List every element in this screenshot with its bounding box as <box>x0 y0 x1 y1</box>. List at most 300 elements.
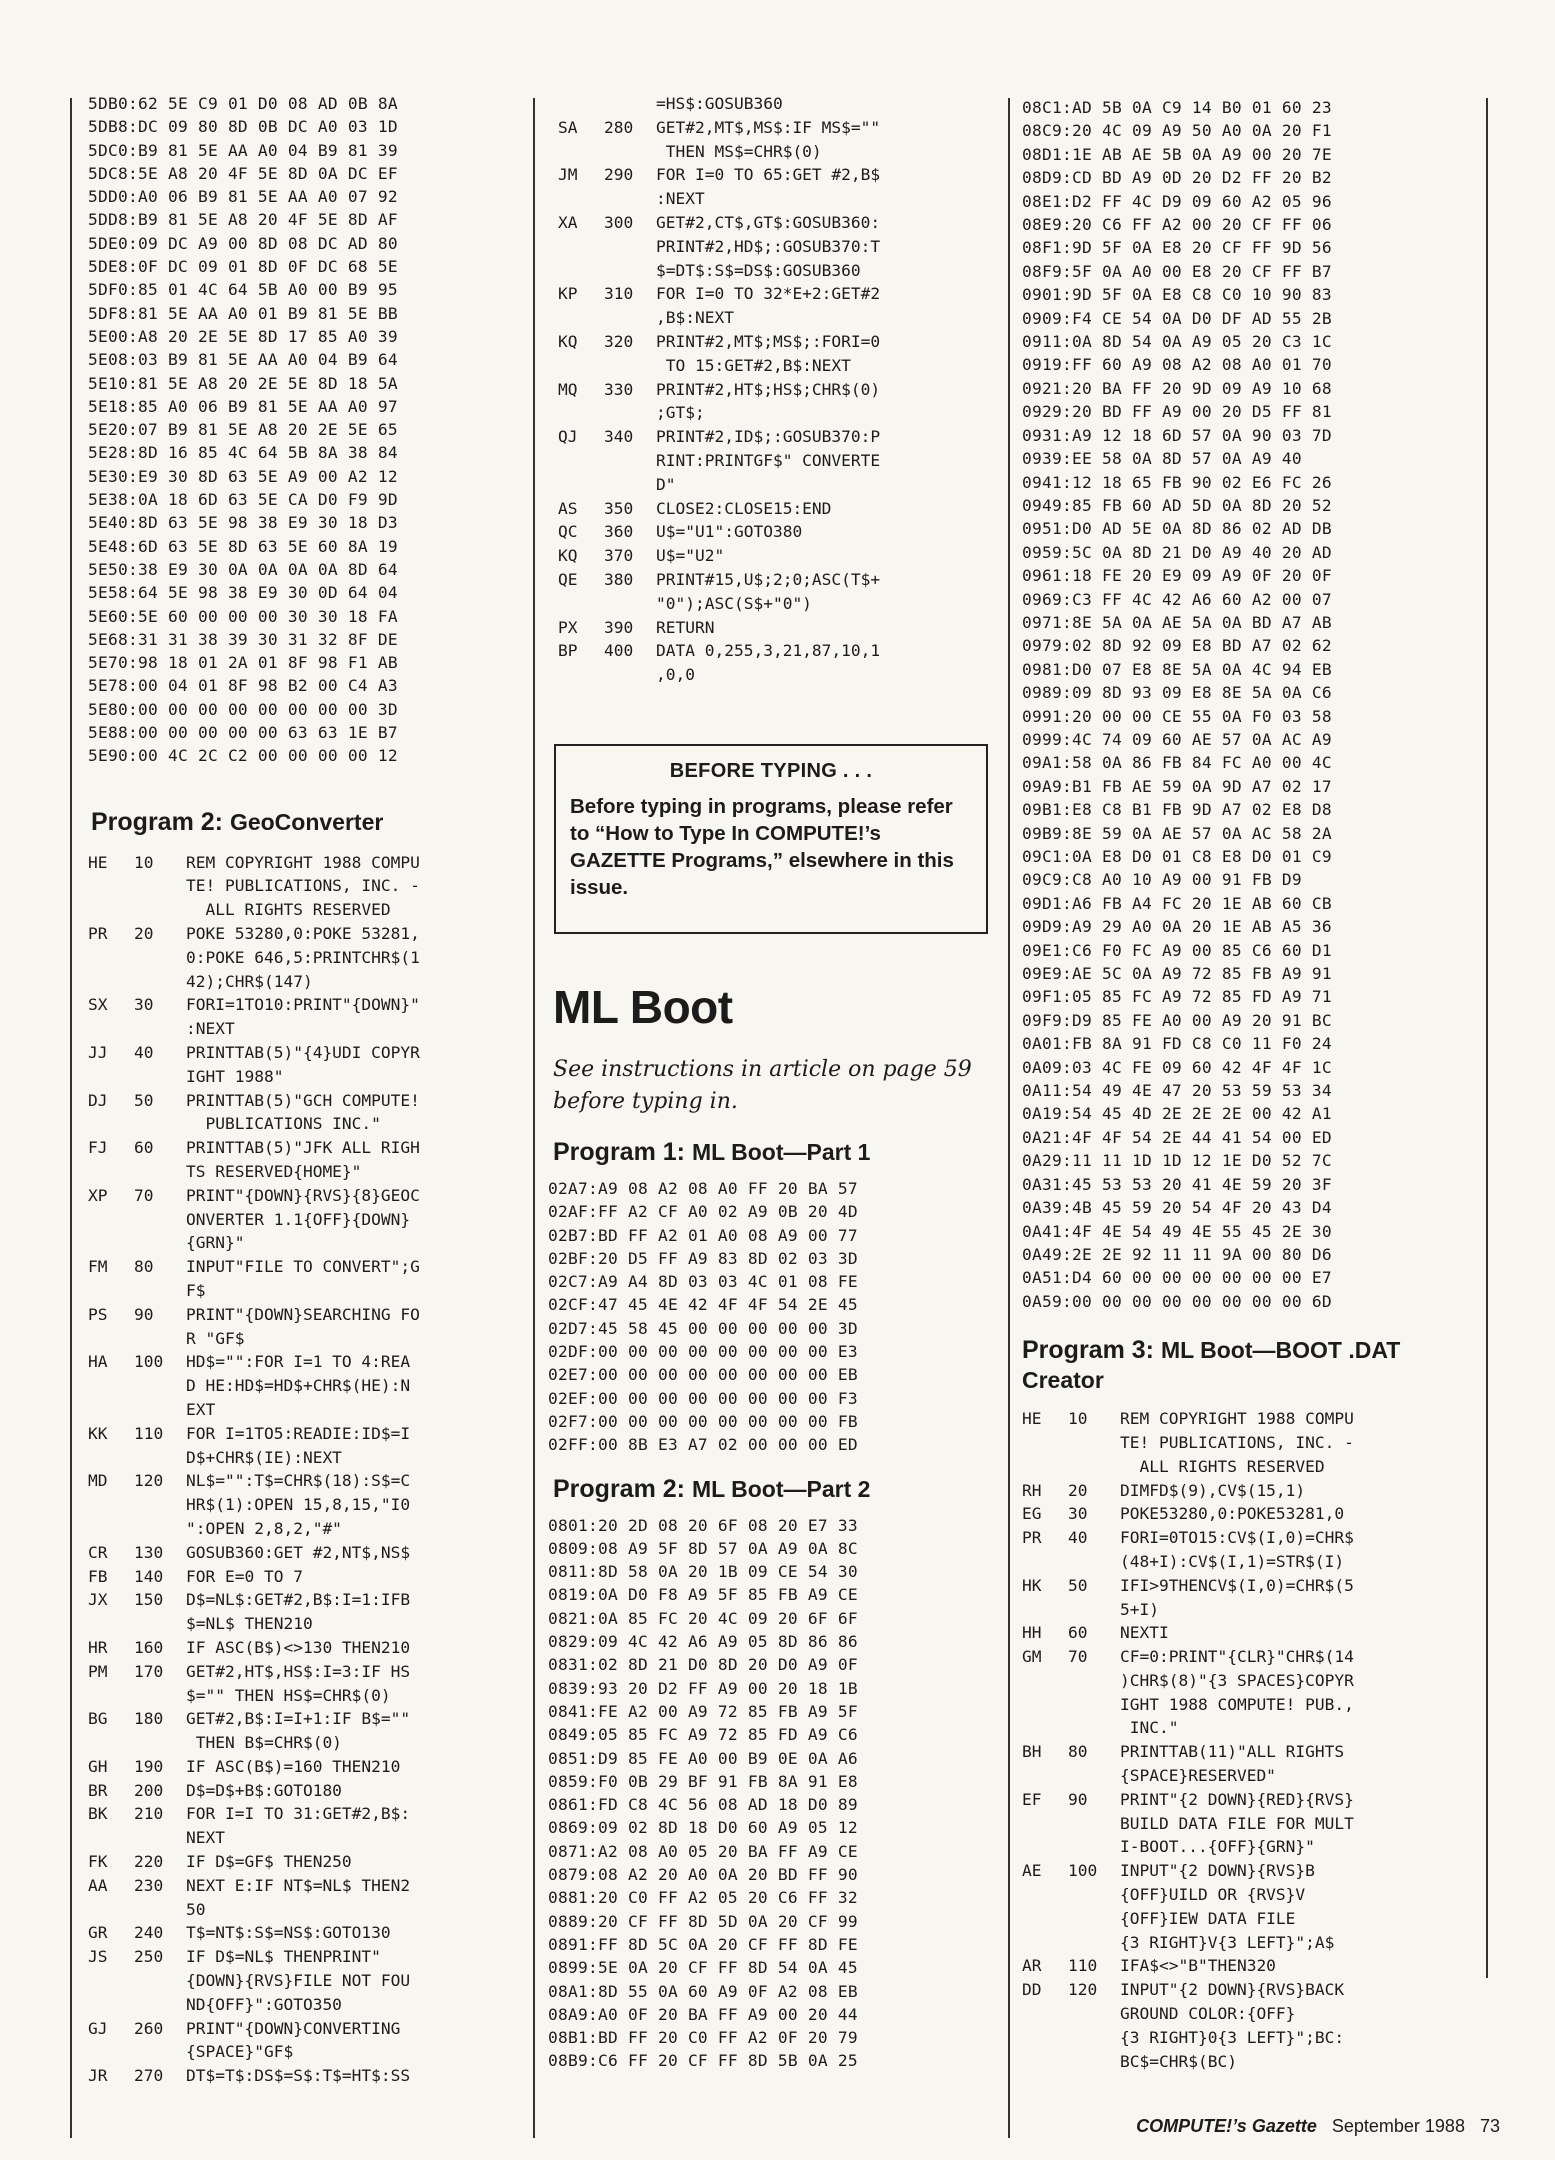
program-line <box>78 1184 528 1255</box>
article-intro: See instructions in article on page 59 before typing in. <box>553 1057 972 1114</box>
program-line <box>548 568 1003 616</box>
program-line <box>1012 1740 1482 1788</box>
column-1 <box>88 92 528 2088</box>
line-number: 90 <box>134 1304 154 1324</box>
code-text: D$=NL$:GET#2,B$:I=1:IFB $=NL$ THEN210 <box>186 1590 411 1634</box>
hex-dump-row: 0921:20 BA FF 20 9D 09 A9 10 68 <box>1022 378 1332 398</box>
hex-dump-row: 08A9:A0 0F 20 BA FF A9 00 20 44 <box>548 2004 858 2024</box>
line-number: 100 <box>134 1352 164 1372</box>
line-number: 320 <box>604 331 634 351</box>
checksum-code: FM <box>88 1257 108 1277</box>
code-text: PRINT#2,MT$;MS$;:FORI=0 TO 15:GET#2,B$:NEXT <box>656 331 881 375</box>
hex-dump-row: 08E1:D2 FF 4C D9 09 60 A2 05 96 <box>1022 191 1332 211</box>
checksum-code: BP <box>558 641 578 661</box>
program-line <box>1012 1954 1482 1978</box>
code-text: T$=NT$:S$=NS$:GOTO130 <box>186 1923 391 1943</box>
checksum-code: FJ <box>88 1138 108 1158</box>
line-number: 400 <box>604 641 634 661</box>
hex-dump-row: 0991:20 00 00 CE 55 0A F0 03 58 <box>1022 706 1332 726</box>
code-text: PRINT"{2 DOWN}{RED}{RVS} BUILD DATA FILE FOR MULT I-BOOT...{OFF}{GRN}" <box>1120 1789 1354 1857</box>
program-2-heading <box>553 1475 1001 1504</box>
program-line <box>78 2064 528 2088</box>
program-line <box>1012 1526 1482 1574</box>
code-text: INPUT"{2 DOWN}{RVS}BACK GROUND COLOR:{OFF} {3 RIGHT}0{3 LEFT}";BC: BC$=CHR$(BC) <box>1120 1980 1345 2071</box>
line-number: 120 <box>1068 1980 1098 2000</box>
checksum-code: PM <box>88 1661 108 1681</box>
hex-dump-row: 0A49:2E 2E 92 11 11 9A 00 80 D6 <box>1022 1244 1332 1264</box>
code-text: PRINT"{DOWN}{RVS}{8}GEOC ONVERTER 1.1{OFF}{DOWN} {GRN}" <box>186 1185 420 1253</box>
hex-dump-row: 0981:D0 07 E8 8E 5A 0A 4C 94 EB <box>1022 659 1332 679</box>
hex-dump-row: 08D1:1E AB AE 5B 0A A9 00 20 7E <box>1022 144 1332 164</box>
hex-dump-row: 5E20:07 B9 81 5E A8 20 2E 5E 65 <box>88 420 398 440</box>
hex-dump-row: 0A21:4F 4F 54 2E 44 41 54 00 ED <box>1022 1127 1332 1147</box>
program-line <box>548 520 1003 544</box>
hex-dump-row: 0849:05 85 FC A9 72 85 FD A9 C6 <box>548 1725 858 1745</box>
checksum-code: FB <box>88 1566 108 1586</box>
code-text: NL$="":T$=CHR$(18):S$=C HR$(1):OPEN 15,8,15,"I0 ":OPEN 2,8,2,"#" <box>186 1471 411 1538</box>
line-number: 220 <box>134 1852 164 1872</box>
hex-dump-row: 0949:85 FB 60 AD 5D 0A 8D 20 52 <box>1022 495 1332 515</box>
line-number: 230 <box>134 1875 164 1895</box>
hex-dump-row: 08F9:5F 0A A0 00 E8 20 CF FF B7 <box>1022 261 1332 281</box>
program-line <box>548 497 1003 521</box>
hex-dump-row: 0A01:FB 8A 91 FD C8 C0 11 F0 24 <box>1022 1034 1332 1054</box>
program-line <box>78 1422 528 1470</box>
checksum-code: AR <box>1022 1956 1042 1976</box>
hex-dump-row: 5E60:5E 60 00 00 00 30 30 18 FA <box>88 606 398 626</box>
checksum-code: EG <box>1022 1504 1042 1524</box>
hex-dump-row: 09F1:05 85 FC A9 72 85 FD A9 71 <box>1022 987 1332 1007</box>
checksum-code: JR <box>88 2066 108 2086</box>
program-line <box>1012 1859 1482 1954</box>
checksum-code: CR <box>88 1542 108 1562</box>
line-number: 110 <box>134 1423 164 1443</box>
line-number: 290 <box>604 165 634 185</box>
hex-dump-row: 0A51:D4 60 00 00 00 00 00 00 E7 <box>1022 1268 1332 1288</box>
code-text: IFI>9THENCV$(I,0)=CHR$(5 5+I) <box>1120 1575 1354 1619</box>
program-line <box>78 1921 528 1945</box>
line-number: 10 <box>134 852 154 872</box>
line-number: 50 <box>134 1090 154 1110</box>
hex-dump-row: 0899:5E 0A 20 CF FF 8D 54 0A 45 <box>548 1958 858 1978</box>
code-text: REM COPYRIGHT 1988 COMPU TE! PUBLICATIONS, INC. - ALL RIGHTS RESERVED <box>186 852 420 920</box>
hex-dump-row: 09E9:AE 5C 0A A9 72 85 FB A9 91 <box>1022 964 1332 984</box>
hex-dump-row: 0A41:4F 4E 54 49 4E 55 45 2E 30 <box>1022 1221 1332 1241</box>
line-number: 250 <box>134 1947 164 1967</box>
line-number: 110 <box>1068 1956 1098 1976</box>
checksum-code: AA <box>88 1875 108 1895</box>
line-number: 100 <box>1068 1861 1098 1881</box>
program-line <box>1012 1407 1482 1478</box>
hex-dump-row: 5E90:00 4C 2C C2 00 00 00 00 12 <box>88 746 398 766</box>
hex-dump-row: 0821:0A 85 FC 20 4C 09 20 6F 6F <box>548 1608 858 1628</box>
line-number: 380 <box>604 569 634 589</box>
basic-listing-continued <box>548 92 1003 687</box>
code-text: D$=D$+B$:GOTO180 <box>186 1780 342 1800</box>
program-line <box>78 1469 528 1540</box>
hex-dump-row: 0861:FD C8 4C 56 08 AD 18 D0 89 <box>548 1795 858 1815</box>
line-number: 190 <box>134 1756 164 1776</box>
code-text: DATA 0,255,3,21,87,10,1 ,0,0 <box>656 641 881 685</box>
hex-dump-row: 0839:93 20 D2 FF A9 00 20 18 1B <box>548 1678 858 1698</box>
checksum-code: PR <box>1022 1528 1042 1548</box>
hex-dump-row: 0A31:45 53 53 20 41 4E 59 20 3F <box>1022 1174 1332 1194</box>
hex-dump-row: 5E40:8D 63 5E 98 38 E9 30 18 D3 <box>88 513 398 533</box>
code-text: FORI=0TO15:CV$(I,0)=CHR$ (48+I):CV$(I,1)=STR$(I) <box>1120 1528 1354 1571</box>
program-line <box>78 1802 528 1850</box>
hex-dump-row: 0819:0A D0 F8 A9 5F 85 FB A9 CE <box>548 1585 858 1605</box>
code-text: PRINT#15,U$;2;0;ASC(T$+ "0");ASC(S$+"0") <box>656 569 881 613</box>
code-text: GET#2,MT$,MS$:IF MS$="" THEN MS$=CHR$(0) <box>656 117 881 161</box>
line-number: 170 <box>134 1661 164 1681</box>
line-number: 30 <box>134 995 154 1015</box>
hex-dump-row: 5DF0:85 01 4C 64 5B A0 00 B9 95 <box>88 280 398 300</box>
checksum-code: AE <box>1022 1861 1042 1881</box>
program-line <box>78 1874 528 1922</box>
program-line <box>1012 1645 1482 1740</box>
hex-dump-row: 0851:D9 85 FE A0 00 B9 0E 0A A6 <box>548 1748 858 1768</box>
program-title: GeoConverter <box>229 808 384 835</box>
hex-dump-row: 02E7:00 00 00 00 00 00 00 00 EB <box>548 1365 858 1385</box>
basic-listing <box>78 851 528 2088</box>
hex-dump-row: 5E48:6D 63 5E 8D 63 5E 60 8A 19 <box>88 536 398 556</box>
hex-dump-row: 0831:02 8D 21 D0 8D 20 D0 A9 0F <box>548 1655 858 1675</box>
hex-dump-row: 0801:20 2D 08 20 6F 08 20 E7 33 <box>548 1515 858 1535</box>
checksum-code: MD <box>88 1471 108 1491</box>
checksum-code: EF <box>1022 1789 1042 1809</box>
code-text: =HS$:GOSUB360 <box>656 94 783 113</box>
hex-dump-row: 08D9:CD BD A9 0D 20 D2 FF 20 B2 <box>1022 168 1332 188</box>
hex-dump-row: 0999:4C 74 09 60 AE 57 0A AC A9 <box>1022 729 1332 749</box>
program-line <box>78 2017 528 2065</box>
hex-dump-row: 5E80:00 00 00 00 00 00 00 00 3D <box>88 699 398 719</box>
hex-dump-row: 0811:8D 58 0A 20 1B 09 CE 54 30 <box>548 1562 858 1582</box>
line-number: 20 <box>134 924 154 943</box>
program-line <box>78 993 528 1041</box>
program-line <box>78 1850 528 1874</box>
program-line <box>78 1089 528 1137</box>
hex-dump-row: 08B9:C6 FF 20 CF FF 8D 5B 0A 25 <box>548 2051 858 2071</box>
program-line <box>548 163 1003 211</box>
hex-dump-row: 0951:D0 AD 5E 0A 8D 86 02 AD DB <box>1022 519 1332 539</box>
line-number: 340 <box>604 427 634 447</box>
line-number: 310 <box>604 284 634 304</box>
line-number: 70 <box>1068 1647 1088 1667</box>
checksum-code: KP <box>558 284 578 304</box>
line-number: 180 <box>134 1709 164 1729</box>
hex-dump-row: 0871:A2 08 A0 05 20 BA FF A9 CE <box>548 1841 858 1861</box>
checksum-code: BH <box>1022 1742 1042 1762</box>
hex-dump-row: 02F7:00 00 00 00 00 00 00 00 FB <box>548 1411 858 1431</box>
hex-dump-row: 0859:F0 0B 29 BF 91 FB 8A 91 E8 <box>548 1771 858 1791</box>
hex-dump-row: 5E10:81 5E A8 20 2E 5E 8D 18 5A <box>88 373 398 393</box>
code-text: DIMFD$(9),CV$(15,1) <box>1120 1480 1306 1500</box>
code-text: RETURN <box>656 617 715 637</box>
hex-dump-row: 5E88:00 00 00 00 00 63 63 1E B7 <box>88 723 398 743</box>
hex-dump-row: 02C7:A9 A4 8D 03 03 4C 01 08 FE <box>548 1272 858 1292</box>
hex-dump-row: 09D9:A9 29 A0 0A 20 1E AB A5 36 <box>1022 917 1332 937</box>
hex-dump-row: 0939:EE 58 0A 8D 57 0A A9 40 <box>1022 449 1302 469</box>
line-number: 30 <box>1068 1504 1088 1524</box>
checksum-code: HH <box>1022 1623 1042 1643</box>
hex-dump-row: 0A19:54 45 4D 2E 2E 2E 00 42 A1 <box>1022 1104 1332 1124</box>
checksum-code: HA <box>88 1352 108 1372</box>
hex-dump-row: 09B1:E8 C8 B1 FB 9D A7 02 E8 D8 <box>1022 800 1332 820</box>
checksum-code: KK <box>88 1423 108 1443</box>
hex-dump-row: 0961:18 FE 20 E9 09 A9 0F 20 0F <box>1022 566 1332 586</box>
program-line <box>1012 1502 1482 1526</box>
checksum-code: QC <box>558 522 578 542</box>
code-text: CLOSE2:CLOSE15:END <box>656 498 832 518</box>
hex-dump-row: 5E08:03 B9 81 5E AA A0 04 B9 64 <box>88 350 398 370</box>
line-number: 120 <box>134 1471 164 1491</box>
program-line <box>78 1303 528 1351</box>
hex-dump-row: 0929:20 BD FF A9 00 20 D5 FF 81 <box>1022 402 1332 422</box>
hex-dump-row: 09A9:B1 FB AE 59 0A 9D A7 02 17 <box>1022 776 1332 796</box>
program-line <box>548 330 1003 378</box>
program-line <box>78 1755 528 1779</box>
program-line <box>1012 1621 1482 1645</box>
program-title: ML Boot—Part 2 <box>691 1475 871 1502</box>
line-number: 350 <box>604 498 634 518</box>
checksum-code: XP <box>88 1185 108 1205</box>
checksum-code: HK <box>1022 1575 1042 1595</box>
hex-dump-listing <box>548 1177 1001 1457</box>
code-text: IF D$=NL$ THENPRINT" {DOWN}{RVS}FILE NOT FOU ND{OFF}":GOTO350 <box>186 1947 411 2014</box>
line-number: 200 <box>134 1780 164 1800</box>
magazine-name: COMPUTE!’s Gazette <box>1136 2116 1317 2136</box>
hex-dump-row: 08E9:20 C6 FF A2 00 20 CF FF 06 <box>1022 215 1332 235</box>
code-text: FOR I=I TO 31:GET#2,B$: NEXT <box>186 1804 411 1848</box>
hex-dump-row: 5E00:A8 20 2E 5E 8D 17 85 A0 39 <box>88 326 398 346</box>
hex-dump-row: 0901:9D 5F 0A E8 C8 C0 10 90 83 <box>1022 285 1332 305</box>
code-text: POKE53280,0:POKE53281,0 <box>1120 1504 1345 1524</box>
basic-listing <box>1012 1407 1482 2073</box>
program-line <box>548 544 1003 568</box>
hex-dump-row: 0979:02 8D 92 09 E8 BD A7 02 62 <box>1022 636 1332 656</box>
hex-dump-row: 0879:08 A2 20 A0 0A 20 BD FF 90 <box>548 1865 858 1885</box>
hex-dump-row: 0A11:54 49 4E 47 20 53 59 53 34 <box>1022 1081 1332 1101</box>
checksum-code: GR <box>88 1923 108 1943</box>
hex-dump-row: 5E58:64 5E 98 38 E9 30 0D 64 04 <box>88 583 398 603</box>
checksum-code: QJ <box>558 427 578 447</box>
hex-dump-row: 5E28:8D 16 85 4C 64 5B 8A 38 84 <box>88 443 398 463</box>
program-line <box>1012 1574 1482 1622</box>
hex-dump-row: 5DD8:B9 81 5E A8 20 4F 5E 8D AF <box>88 210 398 230</box>
program-line <box>78 1255 528 1303</box>
code-text: GET#2,HT$,HS$:I=3:IF HS $="" THEN HS$=CHR$(0) <box>186 1661 411 1705</box>
code-text: PRINT"{DOWN}CONVERTING {SPACE}"GF$ <box>186 2018 401 2062</box>
program-line <box>78 1707 528 1755</box>
hex-dump-row: 0A39:4B 45 59 20 54 4F 20 43 D4 <box>1022 1198 1332 1218</box>
code-text: IF ASC(B$)=160 THEN210 <box>186 1756 401 1776</box>
checksum-code: BK <box>88 1804 108 1824</box>
hex-dump-row: 02EF:00 00 00 00 00 00 00 00 F3 <box>548 1388 858 1408</box>
checksum-code: JJ <box>88 1042 108 1062</box>
code-text: HD$="":FOR I=1 TO 4:REA D HE:HD$=HD$+CHR$(HE):N EXT <box>186 1352 411 1419</box>
hex-dump-row: 5DB0:62 5E C9 01 D0 08 AD 0B 8A <box>88 94 398 113</box>
checksum-code: DJ <box>88 1090 108 1110</box>
line-number: 270 <box>134 2066 164 2086</box>
checksum-code: KQ <box>558 331 578 351</box>
line-number: 80 <box>1068 1742 1088 1762</box>
code-text: IF ASC(B$)<>130 THEN210 <box>186 1637 411 1657</box>
hex-dump-row: 0931:A9 12 18 6D 57 0A 90 03 7D <box>1022 425 1332 445</box>
program-1-heading <box>553 1138 1001 1167</box>
code-text: FOR E=0 TO 7 <box>186 1566 303 1586</box>
hex-dump-row: 0941:12 18 65 FB 90 02 E6 FC 26 <box>1022 472 1332 492</box>
hex-dump-row: 0A09:03 4C FE 09 60 42 4F 4F 1C <box>1022 1057 1332 1077</box>
hex-dump-row: 5DE8:0F DC 09 01 8D 0F DC 68 5E <box>88 257 398 277</box>
hex-dump-row: 0919:FF 60 A9 08 A2 08 A0 01 70 <box>1022 355 1332 375</box>
checksum-code: JX <box>88 1590 108 1610</box>
line-number: 210 <box>134 1804 164 1824</box>
line-number: 150 <box>134 1590 164 1610</box>
hex-dump-row: 5E70:98 18 01 2A 01 8F 98 F1 AB <box>88 653 398 673</box>
checksum-code: HE <box>1022 1409 1042 1429</box>
checksum-code: RH <box>1022 1480 1042 1500</box>
code-text: PRINTTAB(5)"JFK ALL RIGH TS RESERVED{HOME}" <box>186 1138 420 1181</box>
hex-dump-row: 02AF:FF A2 CF A0 02 A9 0B 20 4D <box>548 1202 858 1222</box>
line-number: 60 <box>134 1138 154 1158</box>
checksum-code: DD <box>1022 1980 1042 2000</box>
hex-dump-row: 5DE0:09 DC A9 00 8D 08 DC AD 80 <box>88 233 398 253</box>
column-3 <box>1022 96 1482 2073</box>
hex-dump-row: 5E50:38 E9 30 0A 0A 0A 0A 8D 64 <box>88 559 398 579</box>
code-text: CF=0:PRINT"{CLR}"CHR$(14 )CHR$(8)"{3 SPACES}COPYR IGHT 1988 COMPUTE! PUB., INC." <box>1120 1647 1354 1738</box>
line-number: 370 <box>604 546 634 566</box>
hex-dump-row: 02D7:45 58 45 00 00 00 00 00 3D <box>548 1318 858 1338</box>
code-text: IF D$=GF$ THEN250 <box>186 1852 352 1872</box>
hex-dump-row: 0971:8E 5A 0A AE 5A 0A BD A7 AB <box>1022 612 1332 632</box>
line-number: 50 <box>1068 1575 1088 1595</box>
checksum-code: PR <box>88 924 108 943</box>
hex-dump-row: 09F9:D9 85 FE A0 00 A9 20 91 BC <box>1022 1010 1332 1030</box>
hex-dump-row: 0A59:00 00 00 00 00 00 00 00 6D <box>1022 1291 1332 1311</box>
hex-dump-row: 02FF:00 8B E3 A7 02 00 00 00 ED <box>548 1435 858 1455</box>
column-2 <box>548 92 1003 687</box>
code-text: GET#2,CT$,GT$:GOSUB360: PRINT#2,HD$;:GOSUB370:T $=DT$:S$=DS$:GOSUB360 <box>656 212 881 280</box>
hex-dump-row: 02CF:47 45 4E 42 4F 4F 54 2E 45 <box>548 1295 858 1315</box>
program-line <box>548 616 1003 640</box>
hex-dump-row: 08F1:9D 5F 0A E8 20 CF FF 9D 56 <box>1022 238 1332 258</box>
program-line <box>1012 1479 1482 1503</box>
hex-dump-row: 5DC0:B9 81 5E AA A0 04 B9 81 39 <box>88 140 398 160</box>
hex-dump-row: 08C9:20 4C 09 A9 50 A0 0A 20 F1 <box>1022 121 1332 141</box>
checksum-code: GJ <box>88 2018 108 2038</box>
hex-dump-row: 0959:5C 0A 8D 21 D0 A9 40 20 AD <box>1022 542 1332 562</box>
line-number: 40 <box>1068 1528 1088 1548</box>
line-number: 240 <box>134 1923 164 1943</box>
checksum-code: FK <box>88 1852 108 1872</box>
program-line <box>548 116 1003 164</box>
box-text: Before typing in programs, please refer to “How to Type In COMPUTE!’s GAZETTE Programs,” elsewhere in this issue. <box>570 795 954 899</box>
checksum-code: AS <box>558 498 578 518</box>
line-number: 130 <box>134 1542 164 1562</box>
article-title: ML Boot <box>553 981 733 1033</box>
code-text: DT$=T$:DS$=S$:T$=HT$:SS <box>186 2066 411 2086</box>
hex-dump-row: 0869:09 02 8D 18 D0 60 A9 05 12 <box>548 1818 858 1838</box>
code-text: FOR I=1TO5:READIE:ID$=I D$+CHR$(IE):NEXT <box>186 1423 411 1467</box>
program-line <box>78 1779 528 1803</box>
hex-dump-row: 0809:08 A9 5F 8D 57 0A A9 0A 8C <box>548 1538 858 1558</box>
hex-dump-row: 5E78:00 04 01 8F 98 B2 00 C4 A3 <box>88 676 398 696</box>
program-line <box>78 1136 528 1184</box>
code-text: PRINTTAB(5)"{4}UDI COPYR IGHT 1988" <box>186 1042 420 1086</box>
line-number: 360 <box>604 522 634 542</box>
line-number: 160 <box>134 1637 164 1657</box>
hex-dump-row: 0881:20 C0 FF A2 05 20 C6 FF 32 <box>548 1888 858 1908</box>
column-divider-2 <box>1008 98 1010 2138</box>
page-footer <box>1136 2116 1500 2137</box>
line-number: 300 <box>604 212 634 232</box>
hex-dump-row: 5DF8:81 5E AA A0 01 B9 81 5E BB <box>88 303 398 323</box>
checksum-code: BG <box>88 1709 108 1729</box>
program-line <box>1012 1788 1482 1859</box>
code-text: PRINT#2,ID$;:GOSUB370:P RINT:PRINTGF$" CONVERTE D" <box>656 427 881 494</box>
hex-dump-row: 08C1:AD 5B 0A C9 14 B0 01 60 23 <box>1022 98 1332 117</box>
checksum-code: PX <box>558 617 578 637</box>
code-text: PRINT#2,HT$;HS$;CHR$(0) ;GT$; <box>656 379 881 423</box>
checksum-code: JS <box>88 1947 108 1967</box>
hex-dump-row: 02B7:BD FF A2 01 A0 08 A9 00 77 <box>548 1225 858 1245</box>
program-label: Program 2: <box>91 807 223 836</box>
hex-dump-listing <box>548 1514 1001 2073</box>
hex-dump-row: 02BF:20 D5 FF A9 83 8D 02 03 3D <box>548 1248 858 1268</box>
checksum-code: XA <box>558 212 578 232</box>
program-title: ML Boot—Part 1 <box>691 1139 871 1165</box>
line-number: 260 <box>134 2018 164 2038</box>
hex-dump-row: 02DF:00 00 00 00 00 00 00 00 E3 <box>548 1342 858 1362</box>
hex-dump-row: 0841:FE A2 00 A9 72 85 FB A9 5F <box>548 1701 858 1721</box>
checksum-code: HE <box>88 852 108 872</box>
code-text: NEXTI <box>1120 1623 1169 1643</box>
hex-dump-row: 5E68:31 31 38 39 30 31 32 8F DE <box>88 629 398 649</box>
program-line <box>78 1041 528 1089</box>
hex-dump-row: 5DC8:5E A8 20 4F 5E 8D 0A DC EF <box>88 163 398 183</box>
program-label: Program 1: <box>553 1138 685 1166</box>
hex-dump-row: 0A29:11 11 1D 1D 12 1E D0 52 7C <box>1022 1151 1332 1171</box>
checksum-code: SX <box>88 995 108 1015</box>
program-line <box>548 282 1003 330</box>
hex-dump-row: 09D1:A6 FB A4 FC 20 1E AB 60 CB <box>1022 893 1332 913</box>
program-line <box>548 639 1003 687</box>
column-divider-right <box>1486 98 1488 1978</box>
code-text: PRINTTAB(5)"GCH COMPUTE! PUBLICATIONS INC." <box>186 1090 420 1134</box>
program-label: Program 3: <box>1022 1336 1154 1365</box>
code-text: FORI=1TO10:PRINT"{DOWN}" :NEXT <box>186 995 420 1039</box>
checksum-code: SA <box>558 117 578 137</box>
box-title: BEFORE TYPING . . . <box>669 760 873 782</box>
code-text: U$="U1":GOTO380 <box>656 522 803 542</box>
code-text: INPUT"FILE TO CONVERT";G F$ <box>186 1257 420 1300</box>
hex-dump-row: 09E1:C6 F0 FC A9 00 85 C6 60 D1 <box>1022 940 1332 960</box>
line-number: 10 <box>1068 1409 1088 1429</box>
program-line <box>78 922 528 993</box>
program-line <box>1012 1978 1482 2073</box>
line-number: 70 <box>134 1185 154 1205</box>
program-line <box>78 1636 528 1660</box>
line-number <box>604 92 656 116</box>
code-text: REM COPYRIGHT 1988 COMPU TE! PUBLICATIONS, INC. - ALL RIGHTS RESERVED <box>1120 1409 1354 1476</box>
hex-dump-row: 5E38:0A 18 6D 63 5E CA D0 F9 9D <box>88 490 398 510</box>
checksum-code: BR <box>88 1780 108 1800</box>
hex-dump-row: 0969:C3 FF 4C 42 A6 60 A2 00 07 <box>1022 589 1332 609</box>
program-3-heading <box>1022 1335 1482 1395</box>
code-text: FOR I=0 TO 32*E+2:GET#2 ,B$:NEXT <box>656 284 881 328</box>
checksum-code <box>548 92 604 116</box>
ml-boot-article <box>548 980 1001 2073</box>
